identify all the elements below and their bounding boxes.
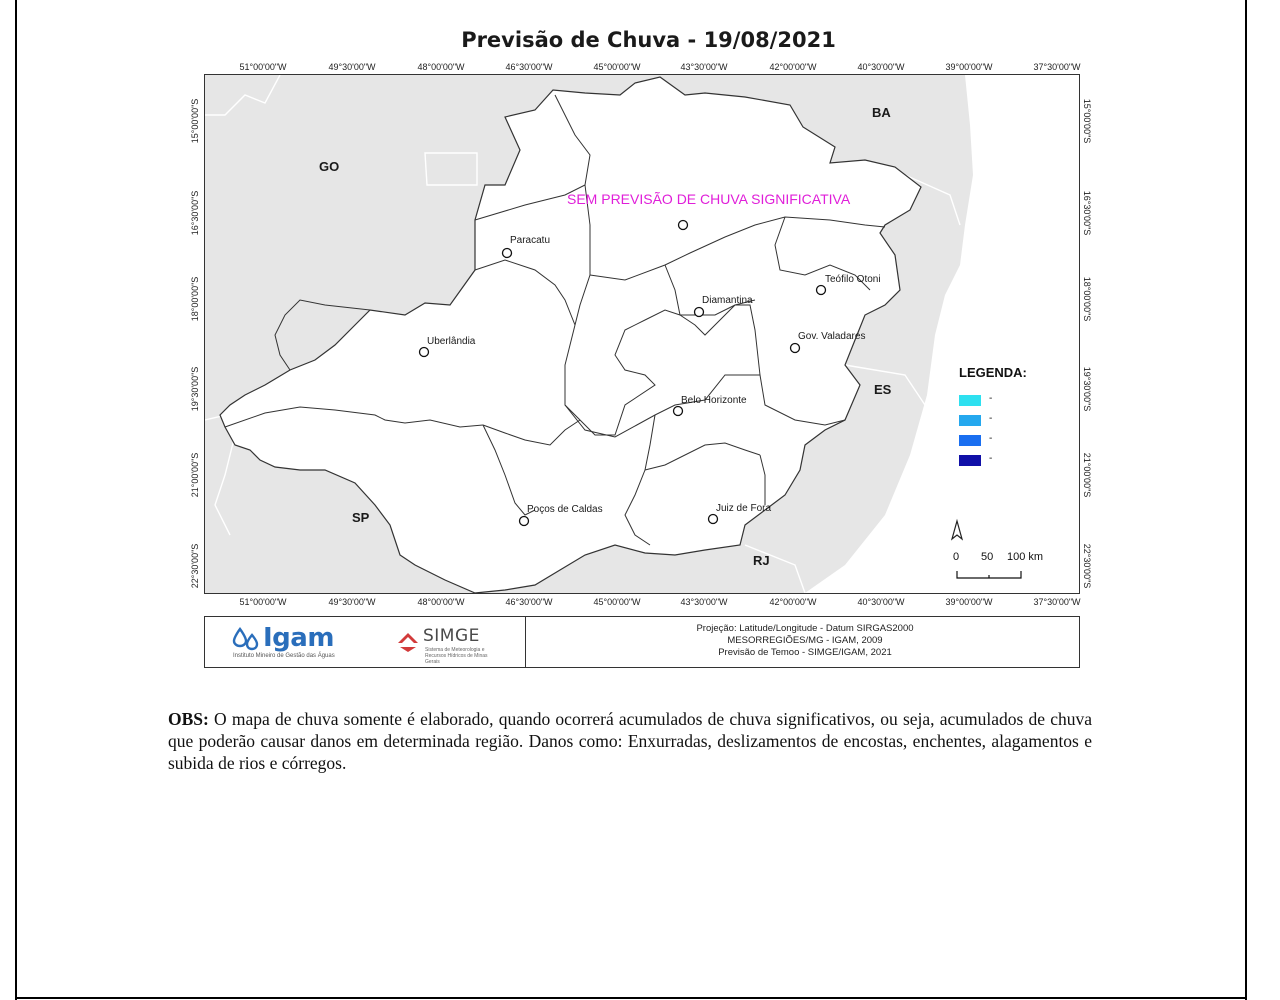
page-border-left — [15, 0, 17, 1000]
city-marker-teofilo-otoni — [817, 286, 826, 295]
map-svg — [205, 75, 1079, 593]
footer-info-line: Projeção: Latitude/Longitude - Datum SIRGAS2000 — [696, 623, 914, 634]
legend-title: LEGENDA: — [959, 365, 1027, 380]
legend-swatch — [959, 435, 981, 446]
map-panel — [204, 74, 1080, 594]
lon-label-top: 43°30'00"W — [680, 62, 728, 72]
lon-label-top: 49°30'00"W — [328, 62, 376, 72]
state-border — [425, 153, 477, 185]
legend-item-label: - — [989, 433, 993, 444]
legend-swatch — [959, 455, 981, 466]
state-border — [215, 435, 235, 535]
lat-label-right: 21°00'00"S — [1082, 452, 1092, 498]
city-label-uberlandia: Uberlândia — [427, 336, 476, 347]
lat-label-right: 22°30'00"S — [1082, 543, 1092, 589]
lat-label-right: 19°30'00"S — [1082, 366, 1092, 412]
lon-label-bottom: 37°30'00"W — [1033, 597, 1081, 607]
observation-label: OBS: — [168, 709, 209, 729]
scale-bar — [953, 545, 1073, 585]
city-marker-uberlandia — [420, 348, 429, 357]
lon-label-bottom: 46°30'00"W — [505, 597, 553, 607]
lon-label-top: 37°30'00"W — [1033, 62, 1081, 72]
city-label-diamantina: Diamantina — [702, 295, 753, 306]
lat-label-left: 16°30'00"S — [190, 190, 200, 236]
no-rain-message: SEM PREVISÃO DE CHUVA SIGNIFICATIVA — [567, 191, 851, 207]
scale-bar-line — [953, 545, 1073, 585]
lat-label-left: 22°30'00"S — [190, 543, 200, 589]
scale-label: 0 — [953, 551, 960, 563]
scale-label: 100 km — [1007, 551, 1044, 563]
state-label-go: GO — [319, 159, 340, 174]
city-label-pocos-de-caldas: Poços de Caldas — [527, 504, 603, 515]
page-border-bottom — [15, 997, 1247, 999]
lat-label-left: 21°00'00"S — [190, 452, 200, 498]
observation-text: O mapa de chuva somente é elaborado, quando ocorrerá acumulados de chuva significativos, ou seja, acumulados de chuva que poderão causar danos em determinada região. Danos como: Enxurradas, deslizamentos de encostas, enchentes, alagamentos e subida de rios e córregos. — [168, 709, 1092, 773]
map-title: Previsão de Chuva - 19/08/2021 — [461, 28, 836, 52]
lon-label-top: 51°00'00"W — [239, 62, 287, 72]
lon-label-bottom: 39°00'00"W — [945, 597, 993, 607]
city-label-teofilo-otoni: Teófilo Otoni — [825, 274, 881, 285]
legend-item-label: - — [989, 413, 993, 424]
igam-logo-subtitle: Instituto Mineiro de Gestão das Águas — [233, 653, 335, 659]
lat-label-right: 15°00'00"S — [1082, 98, 1092, 144]
lon-label-top: 46°30'00"W — [505, 62, 553, 72]
igam-logo — [229, 623, 379, 661]
simge-logo-subtitle: Sistema de Meteorologia e Recursos Hídricos de Minas Gerais — [425, 647, 488, 665]
observation-paragraph — [168, 708, 1092, 774]
state-border — [205, 75, 280, 115]
lon-label-bottom: 49°30'00"W — [328, 597, 376, 607]
lat-label-left: 18°00'00"S — [190, 276, 200, 322]
simge-logo-icon — [395, 627, 421, 653]
simge-logo — [395, 625, 505, 665]
lon-label-bottom: 42°00'00"W — [769, 597, 817, 607]
lon-label-bottom: 45°00'00"W — [593, 597, 641, 607]
lat-label-right: 18°00'00"S — [1082, 276, 1092, 322]
lon-label-bottom: 48°00'00"W — [417, 597, 465, 607]
lat-label-left: 15°00'00"S — [190, 98, 200, 144]
page-border-right — [1245, 0, 1247, 1000]
city-marker-diamantina — [695, 308, 704, 317]
city-marker-gov-valadares — [791, 344, 800, 353]
lon-label-bottom: 51°00'00"W — [239, 597, 287, 607]
igam-logo-text: Igam — [263, 623, 334, 653]
legend-item-label: - — [989, 393, 993, 404]
city-label-belo-horizonte: Belo Horizonte — [681, 395, 747, 406]
simge-logo-text: SIMGE — [423, 626, 480, 646]
lon-label-bottom: 40°30'00"W — [857, 597, 905, 607]
lon-label-bottom: 43°30'00"W — [680, 597, 728, 607]
state-label-sp: SP — [352, 510, 370, 525]
state-label-es: ES — [874, 382, 892, 397]
footer-info-line: MESORREGIÕES/MG - IGAM, 2009 — [727, 635, 883, 646]
lon-label-top: 39°00'00"W — [945, 62, 993, 72]
map-center-marker — [679, 221, 688, 230]
map-footer — [204, 616, 1080, 668]
footer-info — [535, 623, 1075, 659]
city-marker-juiz-de-fora — [709, 515, 718, 524]
footer-divider — [525, 617, 526, 667]
lon-label-top: 42°00'00"W — [769, 62, 817, 72]
city-marker-paracatu — [503, 249, 512, 258]
lat-label-right: 16°30'00"S — [1082, 190, 1092, 236]
legend-swatch — [959, 415, 981, 426]
scale-label: 50 — [981, 551, 994, 563]
lon-label-top: 45°00'00"W — [593, 62, 641, 72]
lon-label-top: 48°00'00"W — [417, 62, 465, 72]
lon-label-top: 40°30'00"W — [857, 62, 905, 72]
state-label-rj: RJ — [753, 553, 770, 568]
legend-swatch — [959, 395, 981, 406]
legend-item-label: - — [989, 453, 993, 464]
state-label-ba: BA — [872, 105, 891, 120]
city-label-juiz-de-fora: Juiz de Fora — [716, 503, 772, 514]
city-label-gov-valadares: Gov. Valadares — [798, 331, 866, 342]
city-marker-belo-horizonte — [674, 407, 683, 416]
lat-label-left: 19°30'00"S — [190, 366, 200, 412]
city-marker-pocos-de-caldas — [520, 517, 529, 526]
legend — [951, 359, 1047, 471]
footer-info-line: Previsão de Temoo - SIMGE/IGAM, 2021 — [718, 647, 892, 658]
igam-drops-icon — [231, 627, 261, 653]
city-label-paracatu: Paracatu — [510, 235, 551, 246]
